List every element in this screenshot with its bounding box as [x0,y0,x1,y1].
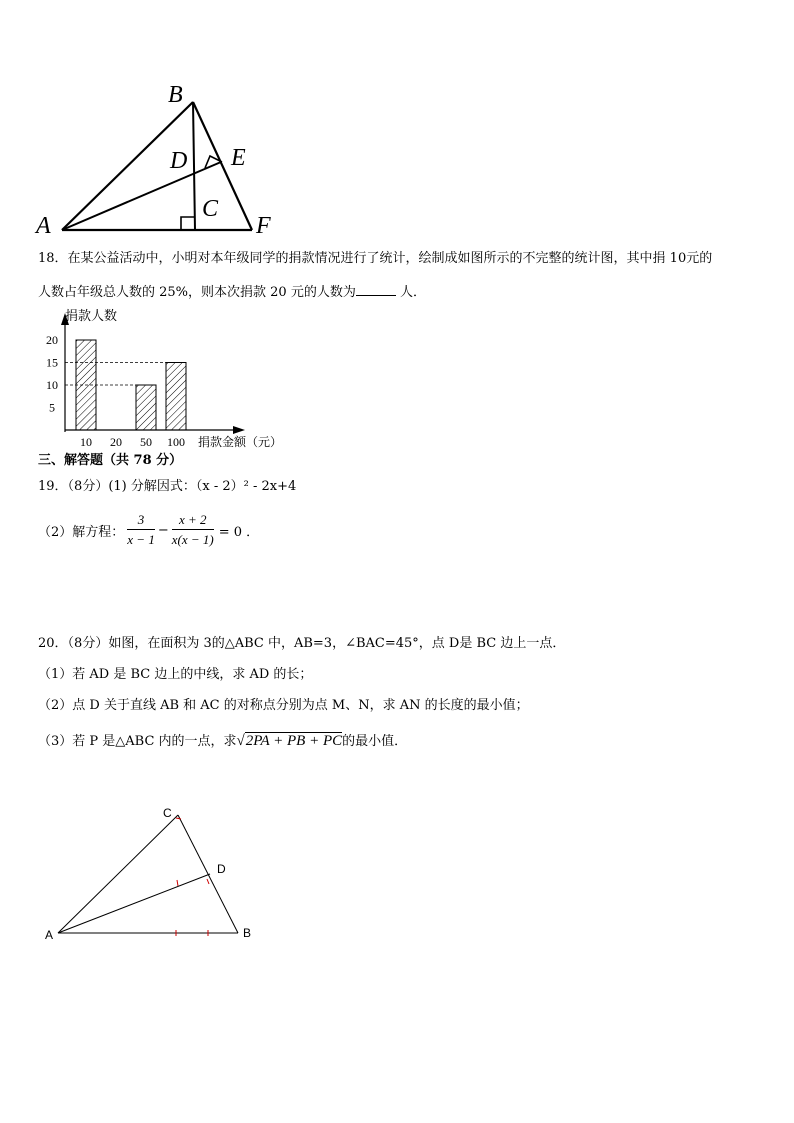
segment-ae [62,162,221,230]
triangle-figure-abc [40,800,270,950]
label-d: D [170,148,188,174]
donation-bar-chart [30,305,300,453]
fraction-2-numerator: x + 2 [172,512,214,530]
q19-part2 [38,512,259,548]
label-c: C [202,196,219,222]
x-tick-10: 10 [80,435,92,449]
label-b: B [168,82,183,108]
y-axis-label: 捐款人数 [65,308,118,323]
right-angle-mark-c [181,217,195,230]
label-a-2: A [45,928,54,942]
q18-line2 [38,283,426,301]
bar-10 [76,340,96,430]
q20-line4-text: （3）若 P 是△ABC 内的一点，求 [38,734,237,749]
q18-line1: 18．在某公益活动中，小明对本年级同学的捐款情况进行了统计，绘制成如图所示的不完整的统计图，其中捐 10元的 [38,251,713,266]
segment-bc [193,102,195,230]
q20-line4-tail: 的最小值． [342,734,408,749]
q20-line4 [38,733,407,750]
label-a: A [36,213,51,238]
y-tick-20: 20 [46,333,58,347]
q19-part1: 19．（8分）(1) 分解因式：（x - 2）² - 2x+4 [38,479,297,494]
q20-line1: 20．（8分）如图，在面积为 3的△ABC 中，AB=3，∠BAC=45°，点 D是 BC 边上一点． [38,636,566,651]
red-tick-marks [176,818,209,936]
y-tick-5: 5 [49,400,55,415]
x-axis-label: 捐款金额（元） [198,435,283,449]
bar-100 [166,363,186,431]
triangle-figure-abf [30,78,290,238]
x-axis-arrow [233,426,245,434]
segment-ac-2 [58,815,178,933]
label-d-2: D [217,862,226,876]
q20-line3: （2）点 D 关于直线 AB 和 AC 的对称点分别为点 M、N，求 AN 的长度的最小值； [38,698,529,713]
q19-part2-label: （2）解方程： [38,524,125,540]
fraction-2-denominator: x(x − 1) [171,532,214,547]
fraction-2 [172,512,214,548]
minus-sign: − [157,522,169,538]
answer-blank[interactable] [356,283,396,296]
x-tick-100: 100 [167,435,185,449]
q20-line2: （1）若 AD 是 BC 边上的中线，求 AD 的长； [38,667,313,682]
section-title: 三、解答题（共 78 分） [38,453,183,468]
label-f: F [256,213,271,238]
bar-50 [136,385,156,430]
x-tick-50: 50 [140,435,152,449]
fraction-1 [127,512,155,548]
y-tick-15: 15 [46,355,58,370]
segment-cb-2 [178,815,238,933]
q18-line2-tail: 人． [395,285,426,300]
fraction-1-denominator: x − 1 [127,532,155,547]
label-e: E [231,145,246,171]
sqrt-expression: √2PA + PB + PC [236,733,343,749]
segment-ad-2 [58,874,210,933]
q18-line2-text: 人数占年级总人数的 25%，则本次捐款 20 元的人数为 [38,285,356,300]
label-c-2: C [163,806,172,820]
x-tick-20: 20 [110,435,122,449]
fraction-1-numerator: 3 [127,512,155,530]
label-b-2: B [243,926,252,940]
y-tick-10: 10 [46,378,58,392]
equation-tail: = 0 ． [218,524,260,540]
